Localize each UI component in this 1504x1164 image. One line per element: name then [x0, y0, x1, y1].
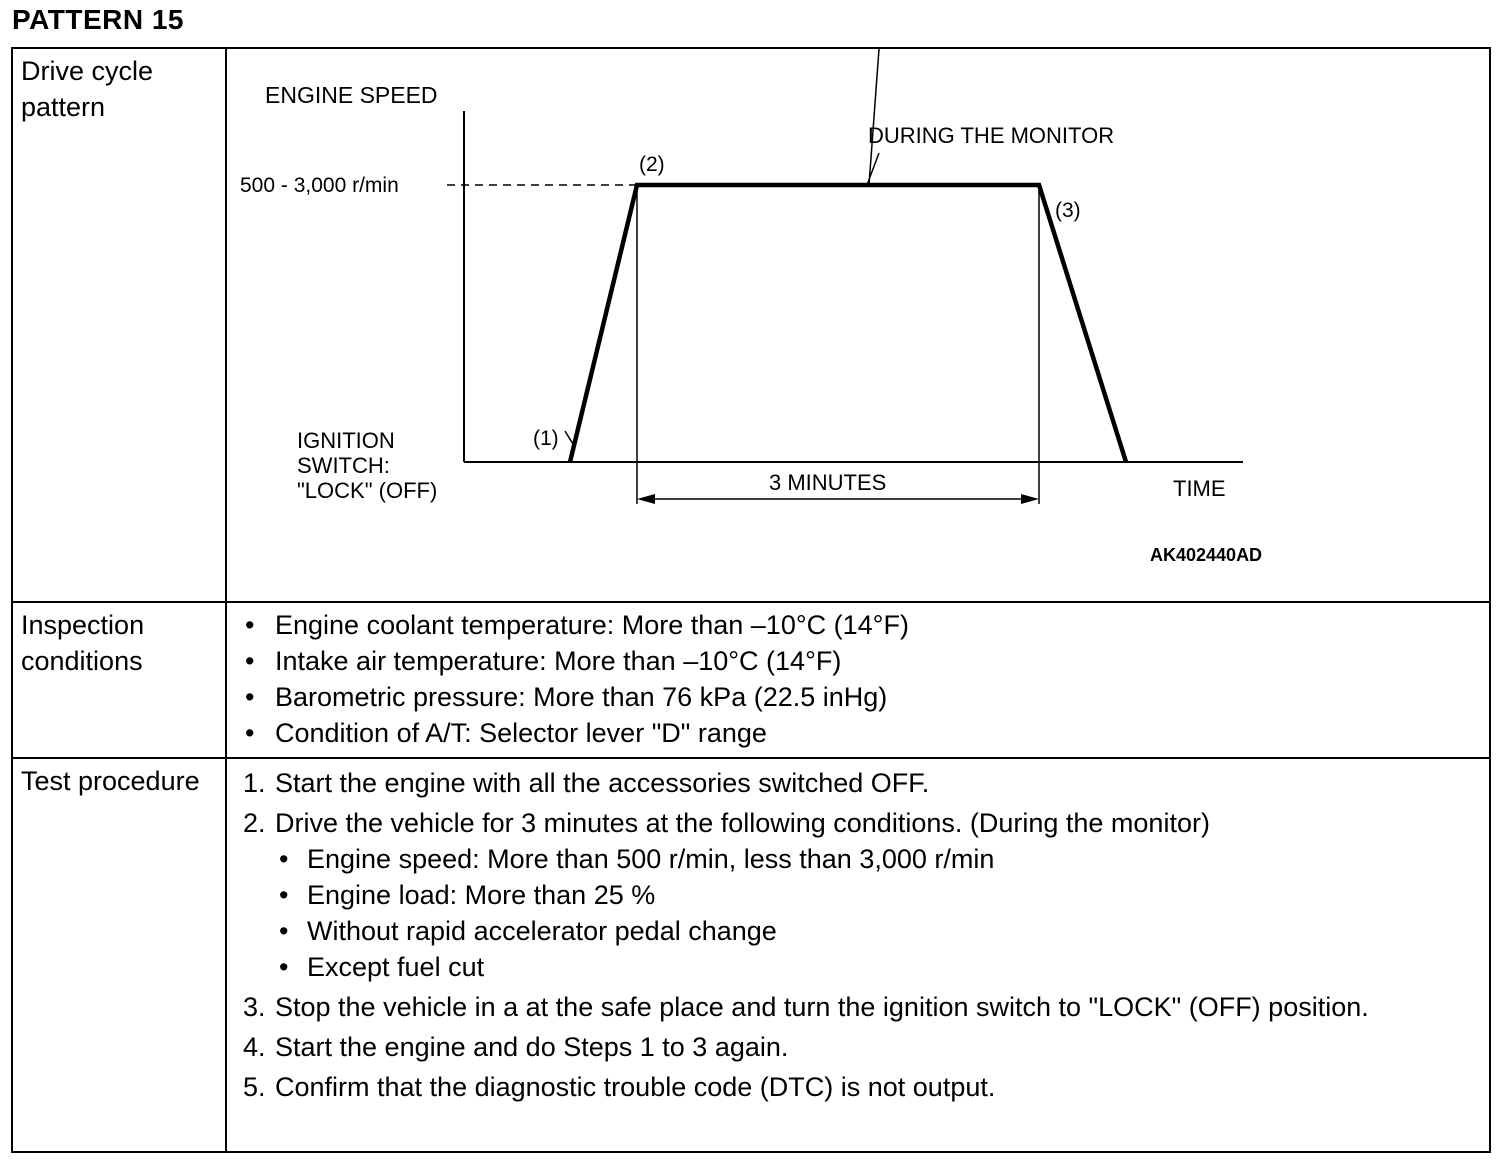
duration-arrow-right	[1021, 494, 1039, 504]
step-text: Drive the vehicle for 3 minutes at the following conditions. (During the monitor)	[275, 808, 1210, 838]
list-item: • Condition of A/T: Selector lever "D" range	[243, 715, 1489, 751]
step-item	[243, 805, 1489, 985]
point-1-leader	[565, 431, 573, 444]
sub-list-item: • Engine speed: More than 500 r/min, less than 3,000 r/min	[275, 841, 1489, 877]
inspection-cell	[226, 602, 1490, 758]
step-number: 4.	[243, 1032, 266, 1062]
point-3-label: (3)	[1055, 199, 1081, 222]
duration-label: 3 MINUTES	[769, 470, 887, 495]
y-axis-label: ENGINE SPEED	[265, 82, 438, 108]
step-item	[243, 1069, 1489, 1105]
step-number: 5.	[243, 1072, 266, 1102]
step-number: 3.	[243, 992, 266, 1022]
point-2-label: (2)	[639, 153, 665, 176]
step-item	[243, 765, 1489, 801]
pattern-table	[11, 47, 1491, 1153]
row-label-cell	[12, 48, 226, 602]
duration-arrow-left	[637, 494, 655, 504]
ignition-label-line3: "LOCK" (OFF)	[297, 478, 438, 503]
list-item: • Barometric pressure: More than 76 kPa (22.5 inHg)	[243, 679, 1489, 715]
table-row-test	[12, 758, 1490, 1152]
monitor-label: DURING THE MONITOR	[868, 123, 1115, 148]
sub-list-item: • Except fuel cut	[275, 949, 1489, 985]
speed-profile-line	[570, 185, 1126, 462]
figure-code: AK402440AD	[1150, 545, 1263, 565]
step-number: 1.	[243, 768, 266, 798]
step-number: 2.	[243, 808, 266, 838]
drive-cycle-diagram	[227, 49, 1487, 597]
sub-list-item: • Engine load: More than 25 %	[275, 877, 1489, 913]
inspection-label: Inspection conditions	[21, 610, 145, 676]
step-text: Start the engine with all the accessories switched OFF.	[275, 768, 930, 798]
drive-cycle-label: Drive cycle pattern	[21, 56, 154, 122]
step-text: Confirm that the diagnostic trouble code (DTC) is not output.	[275, 1072, 996, 1102]
table-row-inspection	[12, 602, 1490, 758]
row-label-cell	[12, 758, 226, 1152]
speed-level-label: 500 - 3,000 r/min	[240, 174, 399, 197]
list-item: • Engine coolant temperature: More than –10°C (14°F)	[243, 607, 1489, 643]
test-procedure-label: Test procedure	[21, 766, 200, 796]
ignition-label-line1: IGNITION	[297, 428, 395, 453]
step-item	[243, 1029, 1489, 1065]
x-axis-label: TIME	[1173, 476, 1226, 501]
point-1-label: (1)	[533, 427, 559, 450]
page-title: PATTERN 15	[12, 4, 184, 35]
row-label-cell	[12, 602, 226, 758]
table-row-drive-cycle	[12, 48, 1490, 602]
step-text: Stop the vehicle in a at the safe place and turn the ignition switch to "LOCK" (OFF) position.	[275, 992, 1369, 1022]
step-sub-list	[275, 841, 1489, 985]
step-item	[243, 989, 1489, 1025]
list-item: • Intake air temperature: More than –10°C (14°F)	[243, 643, 1489, 679]
test-procedure-cell	[226, 758, 1490, 1152]
sub-list-item: • Without rapid accelerator pedal change	[275, 913, 1489, 949]
procedure-steps	[227, 759, 1489, 1105]
monitor-leader-line	[867, 153, 879, 185]
step-text: Start the engine and do Steps 1 to 3 again.	[275, 1032, 789, 1062]
inspection-list	[227, 603, 1489, 751]
ignition-label-line2: SWITCH:	[297, 453, 390, 478]
drive-cycle-diagram-cell	[226, 48, 1490, 602]
